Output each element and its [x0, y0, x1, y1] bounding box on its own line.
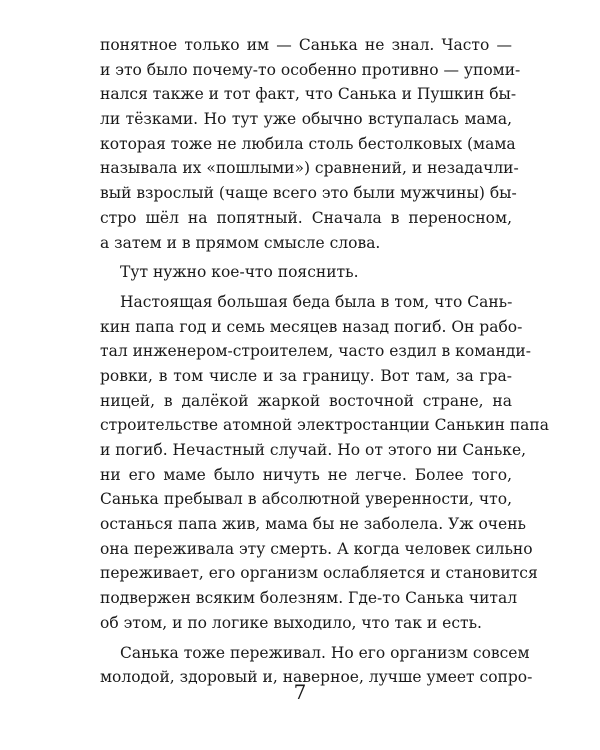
text-line: кин папа год и семь месяцев назад погиб. Он рабо-: [100, 317, 523, 336]
text-line: ли тёзками. Но тут уже обычно вступалась мама,: [100, 110, 512, 129]
text-line: ровки, в том числе и за границу. Вот там, за гра-: [100, 366, 512, 385]
text-line: Тут нужно кое-что пояснить.: [120, 263, 359, 282]
text-line: об этом, и по логике выходило, что так и есть.: [100, 613, 482, 632]
text-line: подвержен всяким болезням. Где-то Санька читал: [100, 589, 518, 608]
text-line: Санька пребывал в абсолютной уверенности, что,: [100, 490, 512, 509]
text-line: Санька тоже переживал. Но его организм совсем: [120, 643, 530, 662]
text-line: и это было почему-то особенно противно — упоми-: [100, 60, 521, 79]
text-line: и погиб. Нечастный случай. Но от этого ни Саньке,: [100, 441, 527, 459]
text-line: понятное только им — Санька не знал. Часто —: [100, 36, 512, 54]
text-line: молодой, здоровый и, наверное, лучше умеет сопро-: [100, 668, 533, 687]
text-line: она переживала эту смерть. А когда человек сильно: [100, 539, 533, 558]
page-number: 7: [293, 680, 307, 704]
text-line: тал инженером-строителем, часто ездил в команди-: [100, 342, 531, 361]
text-line: строительстве атомной электростанции Санькин папа: [100, 416, 549, 435]
text-line: которая тоже не любила столь бестолковых (мама: [100, 134, 516, 153]
text-line: нался также и тот факт, что Санька и Пушкин бы-: [100, 85, 517, 104]
paragraph: [100, 290, 549, 636]
text-line: ницей, в далёкой жаркой восточной стране, на: [100, 391, 512, 410]
text-line: вый взрослый (чаще всего это были мужчины) бы-: [100, 184, 517, 203]
text-line: переживает, его организм ослабляется и становится: [100, 564, 538, 583]
paragraph: [100, 33, 521, 255]
text-line: ни его маме было ничуть не легче. Более того,: [100, 465, 512, 484]
body-text: [100, 33, 549, 690]
paragraph: [100, 260, 512, 285]
text-line: стро шёл на попятный. Сначала в переносном,: [100, 208, 512, 227]
text-line: останься папа жив, мама бы не заболела. Уж очень: [100, 515, 527, 534]
text-line: называла их «пошлыми») сравнений, и незадачли-: [100, 159, 519, 178]
text-line: а затем и в прямом смысле слова.: [100, 233, 381, 252]
text-line: Настоящая большая беда была в том, что Сань-: [120, 292, 513, 311]
